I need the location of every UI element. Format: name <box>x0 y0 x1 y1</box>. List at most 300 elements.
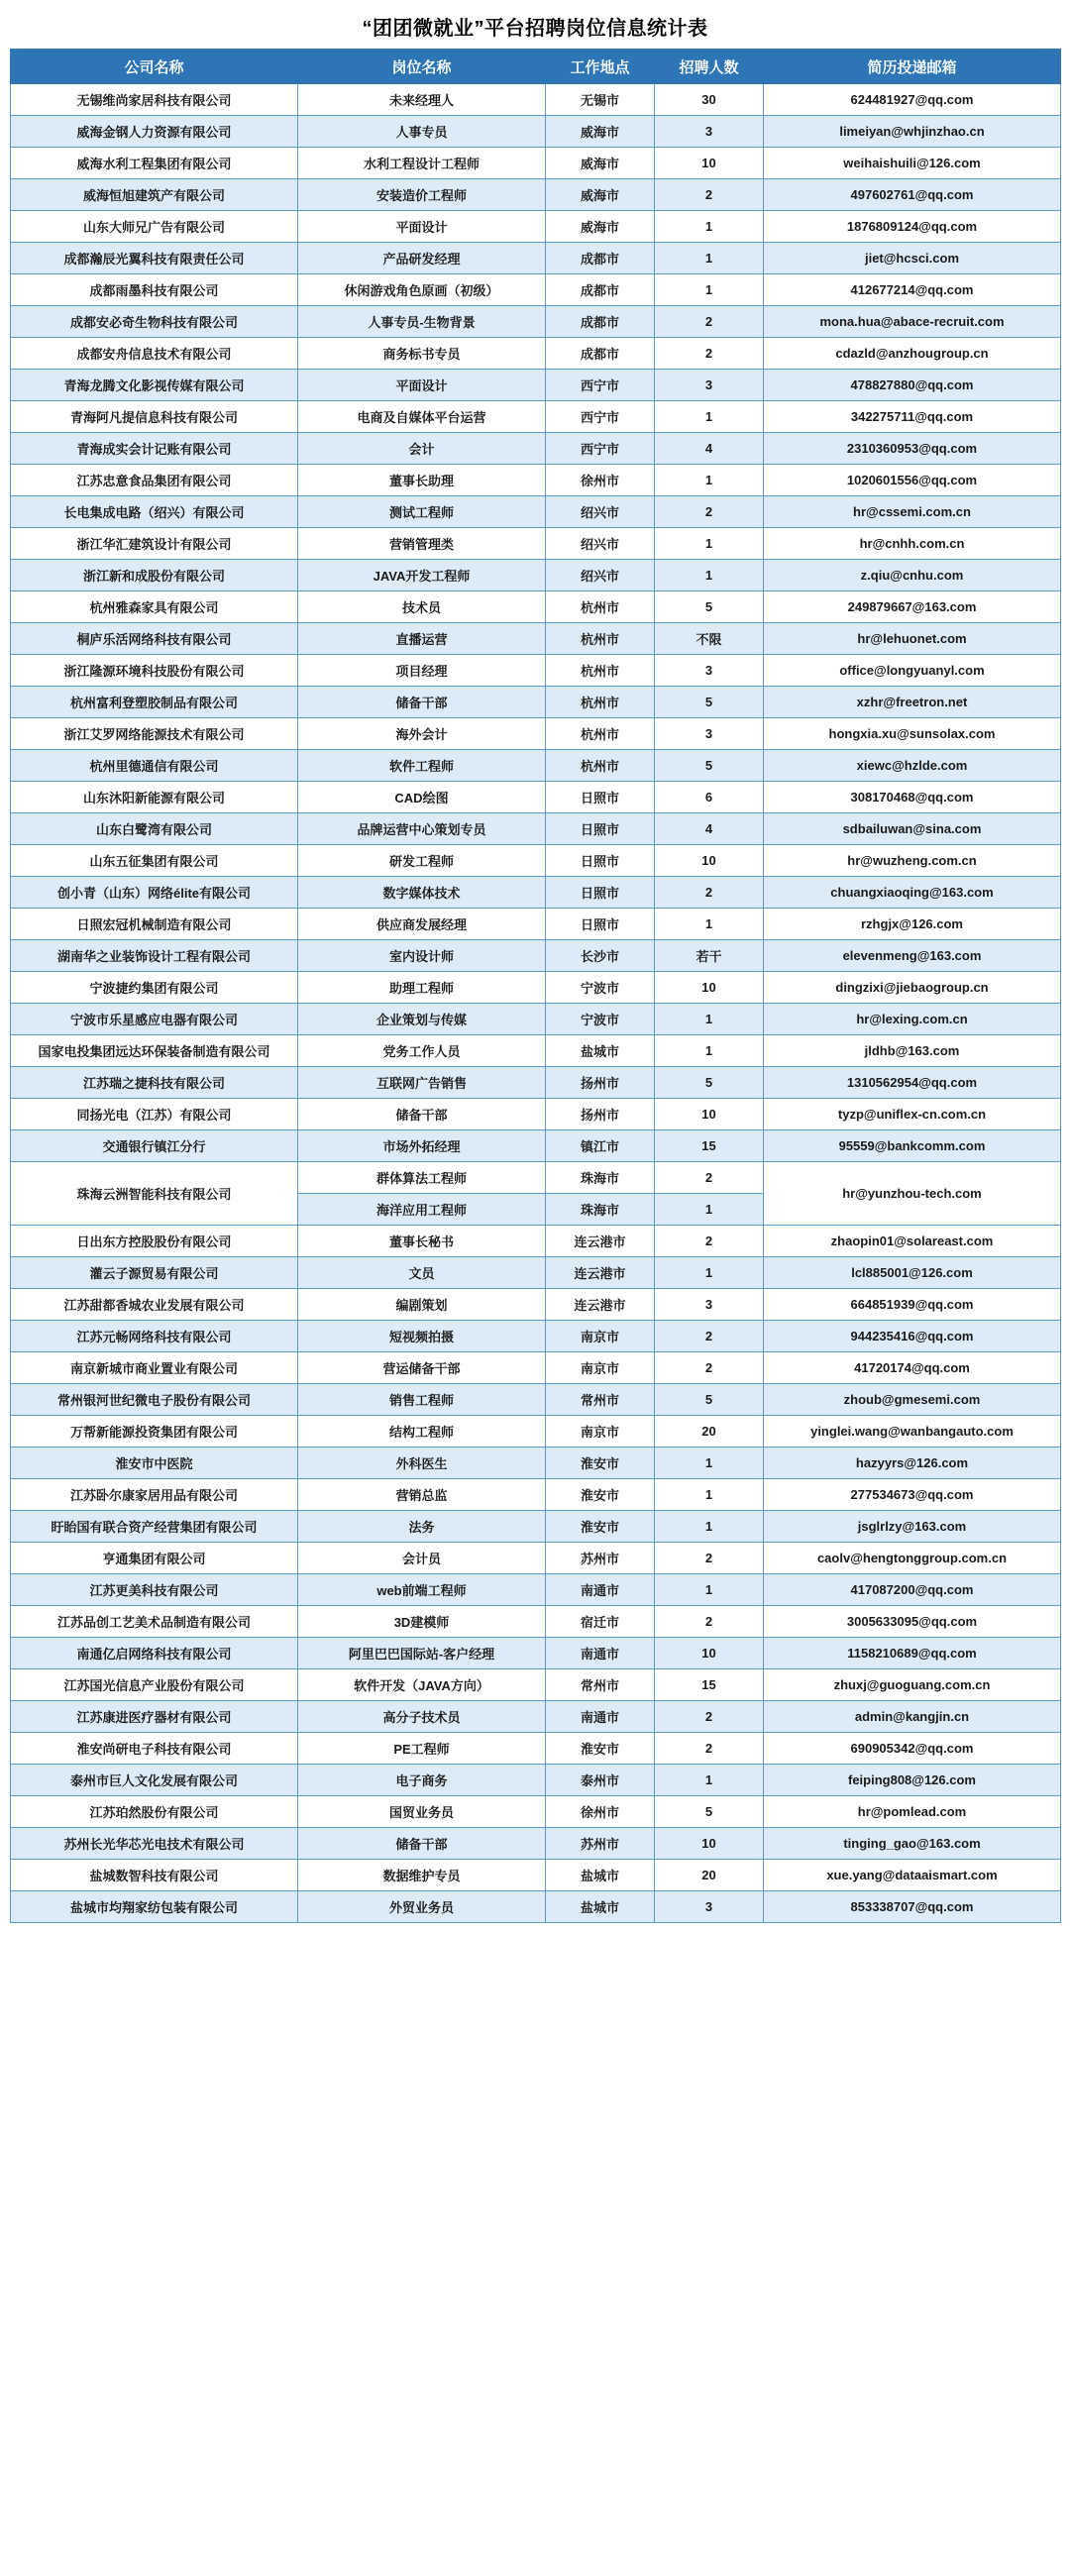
headcount-cell: 2 <box>655 1352 764 1384</box>
headcount-cell: 15 <box>655 1669 764 1701</box>
headcount-cell: 3 <box>655 718 764 750</box>
table-row <box>11 1289 1061 1321</box>
table-row <box>11 1796 1061 1828</box>
company-cell: 山东白鹭湾有限公司 <box>11 813 298 845</box>
location-cell: 日照市 <box>546 782 655 813</box>
headcount-cell: 2 <box>655 179 764 211</box>
email-cell: admin@kangjin.cn <box>764 1701 1061 1733</box>
position-cell: 数据维护专员 <box>298 1860 546 1891</box>
position-cell: 人事专员-生物背景 <box>298 306 546 338</box>
location-cell: 长沙市 <box>546 940 655 972</box>
headcount-cell: 1 <box>655 1765 764 1796</box>
company-cell: 青海成实会计记账有限公司 <box>11 433 298 465</box>
headcount-cell: 5 <box>655 687 764 718</box>
company-cell: 浙江华汇建筑设计有限公司 <box>11 528 298 560</box>
position-cell: 产品研发经理 <box>298 243 546 274</box>
headcount-cell: 5 <box>655 591 764 623</box>
company-cell: 威海恒旭建筑产有限公司 <box>11 179 298 211</box>
headcount-cell: 1 <box>655 1574 764 1606</box>
email-cell: mona.hua@abace-recruit.com <box>764 306 1061 338</box>
email-cell: limeiyan@whjinzhao.cn <box>764 116 1061 148</box>
email-cell: sdbailuwan@sina.com <box>764 813 1061 845</box>
table-row <box>11 1384 1061 1416</box>
table-row <box>11 1891 1061 1923</box>
headcount-cell: 10 <box>655 972 764 1004</box>
position-cell: 平面设计 <box>298 370 546 401</box>
email-cell: hr@wuzheng.com.cn <box>764 845 1061 877</box>
table-row <box>11 1099 1061 1130</box>
table-row <box>11 1257 1061 1289</box>
headcount-cell: 1 <box>655 909 764 940</box>
position-cell: 直播运营 <box>298 623 546 655</box>
table-row <box>11 1765 1061 1796</box>
company-cell: 青海龙腾文化影视传媒有限公司 <box>11 370 298 401</box>
headcount-cell: 2 <box>655 1321 764 1352</box>
position-cell: 营销管理类 <box>298 528 546 560</box>
email-cell: jsglrlzy@163.com <box>764 1511 1061 1543</box>
table-row <box>11 496 1061 528</box>
company-cell: 江苏康进医疗器材有限公司 <box>11 1701 298 1733</box>
headcount-cell: 10 <box>655 1828 764 1860</box>
email-cell: 497602761@qq.com <box>764 179 1061 211</box>
table-row <box>11 877 1061 909</box>
table-row <box>11 179 1061 211</box>
location-cell: 连云港市 <box>546 1226 655 1257</box>
position-cell: 企业策划与传媒 <box>298 1004 546 1035</box>
position-cell: 品牌运营中心策划专员 <box>298 813 546 845</box>
location-cell: 宁波市 <box>546 972 655 1004</box>
location-cell: 杭州市 <box>546 623 655 655</box>
column-header-headcount: 招聘人数 <box>655 50 764 84</box>
headcount-cell: 1 <box>655 274 764 306</box>
table-row <box>11 1321 1061 1352</box>
location-cell: 无锡市 <box>546 84 655 116</box>
headcount-cell: 10 <box>655 148 764 179</box>
headcount-cell: 2 <box>655 877 764 909</box>
email-cell: 2310360953@qq.com <box>764 433 1061 465</box>
location-cell: 南京市 <box>546 1352 655 1384</box>
position-cell: 软件工程师 <box>298 750 546 782</box>
email-cell: hr@yunzhou-tech.com <box>764 1162 1061 1226</box>
table-row <box>11 718 1061 750</box>
email-cell: xiewc@hzlde.com <box>764 750 1061 782</box>
column-header-location: 工作地点 <box>546 50 655 84</box>
email-cell: hazyyrs@126.com <box>764 1448 1061 1479</box>
position-cell: 短视频拍摄 <box>298 1321 546 1352</box>
company-cell: 无锡维尚家居科技有限公司 <box>11 84 298 116</box>
email-cell: 277534673@qq.com <box>764 1479 1061 1511</box>
email-cell: z.qiu@cnhu.com <box>764 560 1061 591</box>
position-cell: 董事长助理 <box>298 465 546 496</box>
position-cell: 项目经理 <box>298 655 546 687</box>
location-cell: 威海市 <box>546 179 655 211</box>
position-cell: 市场外拓经理 <box>298 1130 546 1162</box>
table-row <box>11 1162 1061 1194</box>
position-cell: 未来经理人 <box>298 84 546 116</box>
jobs-table <box>10 49 1061 1923</box>
position-cell: 人事专员 <box>298 116 546 148</box>
email-cell: 41720174@qq.com <box>764 1352 1061 1384</box>
location-cell: 宿迁市 <box>546 1606 655 1638</box>
location-cell: 淮安市 <box>546 1479 655 1511</box>
position-cell: 储备干部 <box>298 687 546 718</box>
table-row <box>11 274 1061 306</box>
table-row <box>11 909 1061 940</box>
headcount-cell: 5 <box>655 1384 764 1416</box>
headcount-cell: 5 <box>655 1067 764 1099</box>
location-cell: 盐城市 <box>546 1035 655 1067</box>
company-cell: 国家电投集团远达环保装备制造有限公司 <box>11 1035 298 1067</box>
table-row <box>11 1130 1061 1162</box>
location-cell: 杭州市 <box>546 591 655 623</box>
company-cell: 湖南华之业装饰设计工程有限公司 <box>11 940 298 972</box>
position-cell: 数字媒体技术 <box>298 877 546 909</box>
table-row <box>11 687 1061 718</box>
headcount-cell: 1 <box>655 1479 764 1511</box>
company-cell: 浙江新和成股份有限公司 <box>11 560 298 591</box>
position-cell: 党务工作人员 <box>298 1035 546 1067</box>
email-cell: zhoub@gmesemi.com <box>764 1384 1061 1416</box>
email-cell: hr@cnhh.com.cn <box>764 528 1061 560</box>
email-cell: weihaishuili@126.com <box>764 148 1061 179</box>
table-row <box>11 845 1061 877</box>
position-cell: 销售工程师 <box>298 1384 546 1416</box>
email-cell: 308170468@qq.com <box>764 782 1061 813</box>
position-cell: 技术员 <box>298 591 546 623</box>
location-cell: 杭州市 <box>546 687 655 718</box>
position-cell: 安装造价工程师 <box>298 179 546 211</box>
headcount-cell: 1 <box>655 1035 764 1067</box>
company-cell: 南京新城市商业置业有限公司 <box>11 1352 298 1384</box>
email-cell: 95559@bankcomm.com <box>764 1130 1061 1162</box>
location-cell: 淮安市 <box>546 1511 655 1543</box>
position-cell: 储备干部 <box>298 1828 546 1860</box>
email-cell: feiping808@126.com <box>764 1765 1061 1796</box>
location-cell: 杭州市 <box>546 718 655 750</box>
position-cell: 营运储备干部 <box>298 1352 546 1384</box>
location-cell: 成都市 <box>546 274 655 306</box>
position-cell: 互联网广告销售 <box>298 1067 546 1099</box>
headcount-cell: 1 <box>655 1004 764 1035</box>
position-cell: 助理工程师 <box>298 972 546 1004</box>
location-cell: 常州市 <box>546 1669 655 1701</box>
email-cell: zhaopin01@solareast.com <box>764 1226 1061 1257</box>
headcount-cell: 不限 <box>655 623 764 655</box>
headcount-cell: 2 <box>655 496 764 528</box>
location-cell: 连云港市 <box>546 1289 655 1321</box>
location-cell: 南通市 <box>546 1574 655 1606</box>
location-cell: 威海市 <box>546 148 655 179</box>
company-cell: 万帮新能源投资集团有限公司 <box>11 1416 298 1448</box>
table-body <box>11 84 1061 1923</box>
email-cell: hongxia.xu@sunsolax.com <box>764 718 1061 750</box>
email-cell: 3005633095@qq.com <box>764 1606 1061 1638</box>
table-row <box>11 1574 1061 1606</box>
email-cell: 1876809124@qq.com <box>764 211 1061 243</box>
headcount-cell: 2 <box>655 1162 764 1194</box>
email-cell: hr@lehuonet.com <box>764 623 1061 655</box>
location-cell: 成都市 <box>546 338 655 370</box>
table-row <box>11 1004 1061 1035</box>
email-cell: yinglei.wang@wanbangauto.com <box>764 1416 1061 1448</box>
headcount-cell: 2 <box>655 338 764 370</box>
email-cell: 249879667@163.com <box>764 591 1061 623</box>
column-header-company: 公司名称 <box>11 50 298 84</box>
position-cell: 室内设计师 <box>298 940 546 972</box>
position-cell: 软件开发（JAVA方向） <box>298 1669 546 1701</box>
headcount-cell: 2 <box>655 1733 764 1765</box>
headcount-cell: 1 <box>655 1257 764 1289</box>
position-cell: 营销总监 <box>298 1479 546 1511</box>
company-cell: 山东大师兄广告有限公司 <box>11 211 298 243</box>
table-header-row <box>11 50 1061 84</box>
email-cell: hr@cssemi.com.cn <box>764 496 1061 528</box>
company-cell: 成都瀚辰光翼科技有限责任公司 <box>11 243 298 274</box>
headcount-cell: 3 <box>655 655 764 687</box>
email-cell: chuangxiaoqing@163.com <box>764 877 1061 909</box>
location-cell: 南京市 <box>546 1416 655 1448</box>
headcount-cell: 2 <box>655 1226 764 1257</box>
headcount-cell: 5 <box>655 1796 764 1828</box>
email-cell: office@longyuanyl.com <box>764 655 1061 687</box>
company-cell: 桐庐乐活网络科技有限公司 <box>11 623 298 655</box>
position-cell: 3D建模师 <box>298 1606 546 1638</box>
headcount-cell: 1 <box>655 243 764 274</box>
headcount-cell: 3 <box>655 1891 764 1923</box>
email-cell: xue.yang@dataaismart.com <box>764 1860 1061 1891</box>
table-row <box>11 1828 1061 1860</box>
email-cell: xzhr@freetron.net <box>764 687 1061 718</box>
company-cell: 成都安必奇生物科技有限公司 <box>11 306 298 338</box>
email-cell: 853338707@qq.com <box>764 1891 1061 1923</box>
location-cell: 泰州市 <box>546 1765 655 1796</box>
email-cell: rzhgjx@126.com <box>764 909 1061 940</box>
company-cell: 江苏国光信息产业股份有限公司 <box>11 1669 298 1701</box>
headcount-cell: 10 <box>655 1099 764 1130</box>
location-cell: 南通市 <box>546 1701 655 1733</box>
headcount-cell: 1 <box>655 560 764 591</box>
email-cell: 624481927@qq.com <box>764 84 1061 116</box>
position-cell: 结构工程师 <box>298 1416 546 1448</box>
email-cell: 690905342@qq.com <box>764 1733 1061 1765</box>
headcount-cell: 2 <box>655 1606 764 1638</box>
position-cell: 会计 <box>298 433 546 465</box>
company-cell: 宁波捷约集团有限公司 <box>11 972 298 1004</box>
email-cell: cdazld@anzhougroup.cn <box>764 338 1061 370</box>
email-cell: elevenmeng@163.com <box>764 940 1061 972</box>
company-cell: 江苏元畅网络科技有限公司 <box>11 1321 298 1352</box>
table-row <box>11 1226 1061 1257</box>
position-cell: 高分子技术员 <box>298 1701 546 1733</box>
table-row <box>11 1448 1061 1479</box>
email-cell: jldhb@163.com <box>764 1035 1061 1067</box>
table-row <box>11 370 1061 401</box>
headcount-cell: 5 <box>655 750 764 782</box>
company-cell: 泰州市巨人文化发展有限公司 <box>11 1765 298 1796</box>
company-cell: 长电集成电路（绍兴）有限公司 <box>11 496 298 528</box>
headcount-cell: 6 <box>655 782 764 813</box>
company-cell: 苏州长光华芯光电技术有限公司 <box>11 1828 298 1860</box>
headcount-cell: 1 <box>655 528 764 560</box>
position-cell: 电商及自媒体平台运营 <box>298 401 546 433</box>
email-cell: dingzixi@jiebaogroup.cn <box>764 972 1061 1004</box>
headcount-cell: 4 <box>655 433 764 465</box>
email-cell: tyzp@uniflex-cn.com.cn <box>764 1099 1061 1130</box>
email-cell: 1158210689@qq.com <box>764 1638 1061 1669</box>
table-row <box>11 528 1061 560</box>
company-cell: 杭州雅森家具有限公司 <box>11 591 298 623</box>
location-cell: 成都市 <box>546 243 655 274</box>
location-cell: 苏州市 <box>546 1828 655 1860</box>
location-cell: 盐城市 <box>546 1860 655 1891</box>
location-cell: 徐州市 <box>546 465 655 496</box>
headcount-cell: 20 <box>655 1416 764 1448</box>
company-cell: 江苏更美科技有限公司 <box>11 1574 298 1606</box>
headcount-cell: 1 <box>655 1194 764 1226</box>
headcount-cell: 30 <box>655 84 764 116</box>
location-cell: 常州市 <box>546 1384 655 1416</box>
headcount-cell: 15 <box>655 1130 764 1162</box>
company-cell: 盐城数智科技有限公司 <box>11 1860 298 1891</box>
headcount-cell: 2 <box>655 1543 764 1574</box>
position-cell: 平面设计 <box>298 211 546 243</box>
table-row <box>11 465 1061 496</box>
table-row <box>11 655 1061 687</box>
table-row <box>11 623 1061 655</box>
location-cell: 扬州市 <box>546 1067 655 1099</box>
table-row <box>11 433 1061 465</box>
company-cell: 江苏瑞之捷科技有限公司 <box>11 1067 298 1099</box>
email-cell: 417087200@qq.com <box>764 1574 1061 1606</box>
table-row <box>11 1479 1061 1511</box>
company-cell: 杭州里德通信有限公司 <box>11 750 298 782</box>
position-cell: 国贸业务员 <box>298 1796 546 1828</box>
email-cell: 412677214@qq.com <box>764 274 1061 306</box>
company-cell: 珠海云洲智能科技有限公司 <box>11 1162 298 1226</box>
position-cell: 水利工程设计工程师 <box>298 148 546 179</box>
headcount-cell: 20 <box>655 1860 764 1891</box>
company-cell: 日出东方控股股份有限公司 <box>11 1226 298 1257</box>
column-header-email: 简历投递邮箱 <box>764 50 1061 84</box>
location-cell: 镇江市 <box>546 1130 655 1162</box>
position-cell: 商务标书专员 <box>298 338 546 370</box>
table-row <box>11 940 1061 972</box>
company-cell: 交通银行镇江分行 <box>11 1130 298 1162</box>
table-row <box>11 1638 1061 1669</box>
headcount-cell: 2 <box>655 306 764 338</box>
headcount-cell: 1 <box>655 401 764 433</box>
company-cell: 江苏卧尔康家居用品有限公司 <box>11 1479 298 1511</box>
table-row <box>11 1606 1061 1638</box>
position-cell: 群体算法工程师 <box>298 1162 546 1194</box>
headcount-cell: 10 <box>655 845 764 877</box>
location-cell: 日照市 <box>546 813 655 845</box>
table-row <box>11 1511 1061 1543</box>
table-row <box>11 1543 1061 1574</box>
company-cell: 宁波市乐星感应电器有限公司 <box>11 1004 298 1035</box>
table-row <box>11 1701 1061 1733</box>
position-cell: 阿里巴巴国际站-客户经理 <box>298 1638 546 1669</box>
position-cell: 会计员 <box>298 1543 546 1574</box>
company-cell: 创小青（山东）网络élite有限公司 <box>11 877 298 909</box>
email-cell: hr@lexing.com.cn <box>764 1004 1061 1035</box>
column-header-position: 岗位名称 <box>298 50 546 84</box>
company-cell: 江苏忠意食品集团有限公司 <box>11 465 298 496</box>
email-cell: 342275711@qq.com <box>764 401 1061 433</box>
table-row <box>11 116 1061 148</box>
company-cell: 淮安市中医院 <box>11 1448 298 1479</box>
company-cell: 青海阿凡提信息科技有限公司 <box>11 401 298 433</box>
table-row <box>11 972 1061 1004</box>
headcount-cell: 3 <box>655 1289 764 1321</box>
email-cell: 664851939@qq.com <box>764 1289 1061 1321</box>
position-cell: 电子商务 <box>298 1765 546 1796</box>
headcount-cell: 3 <box>655 116 764 148</box>
email-cell: 944235416@qq.com <box>764 1321 1061 1352</box>
company-cell: 常州银河世纪微电子股份有限公司 <box>11 1384 298 1416</box>
location-cell: 扬州市 <box>546 1099 655 1130</box>
company-cell: 江苏品创工艺美术品制造有限公司 <box>11 1606 298 1638</box>
company-cell: 盐城市均翔家纺包装有限公司 <box>11 1891 298 1923</box>
email-cell: jiet@hcsci.com <box>764 243 1061 274</box>
location-cell: 威海市 <box>546 116 655 148</box>
email-cell: lcl885001@126.com <box>764 1257 1061 1289</box>
table-row <box>11 1067 1061 1099</box>
table-row <box>11 1733 1061 1765</box>
company-cell: 山东五征集团有限公司 <box>11 845 298 877</box>
headcount-cell: 1 <box>655 465 764 496</box>
headcount-cell: 若干 <box>655 940 764 972</box>
location-cell: 苏州市 <box>546 1543 655 1574</box>
location-cell: 西宁市 <box>546 370 655 401</box>
table-row <box>11 211 1061 243</box>
email-cell: 1310562954@qq.com <box>764 1067 1061 1099</box>
position-cell: 储备干部 <box>298 1099 546 1130</box>
table-row <box>11 1035 1061 1067</box>
company-cell: 南通亿启网络科技有限公司 <box>11 1638 298 1669</box>
table-row <box>11 1669 1061 1701</box>
email-cell: 478827880@qq.com <box>764 370 1061 401</box>
position-cell: 编剧策划 <box>298 1289 546 1321</box>
location-cell: 绍兴市 <box>546 496 655 528</box>
table-row <box>11 338 1061 370</box>
company-cell: 威海水利工程集团有限公司 <box>11 148 298 179</box>
location-cell: 宁波市 <box>546 1004 655 1035</box>
company-cell: 同扬光电（江苏）有限公司 <box>11 1099 298 1130</box>
location-cell: 连云港市 <box>546 1257 655 1289</box>
location-cell: 威海市 <box>546 211 655 243</box>
location-cell: 绍兴市 <box>546 528 655 560</box>
location-cell: 西宁市 <box>546 433 655 465</box>
position-cell: 文员 <box>298 1257 546 1289</box>
location-cell: 南通市 <box>546 1638 655 1669</box>
headcount-cell: 1 <box>655 1448 764 1479</box>
company-cell: 江苏珀然股份有限公司 <box>11 1796 298 1828</box>
location-cell: 盐城市 <box>546 1891 655 1923</box>
position-cell: 海外会计 <box>298 718 546 750</box>
company-cell: 江苏甜都香城农业发展有限公司 <box>11 1289 298 1321</box>
position-cell: CAD绘图 <box>298 782 546 813</box>
table-row <box>11 1352 1061 1384</box>
table-row <box>11 750 1061 782</box>
table-row <box>11 84 1061 116</box>
table-row <box>11 591 1061 623</box>
location-cell: 淮安市 <box>546 1733 655 1765</box>
location-cell: 珠海市 <box>546 1194 655 1226</box>
company-cell: 威海金钢人力资源有限公司 <box>11 116 298 148</box>
company-cell: 杭州富利登塑胶制品有限公司 <box>11 687 298 718</box>
email-cell: 1020601556@qq.com <box>764 465 1061 496</box>
